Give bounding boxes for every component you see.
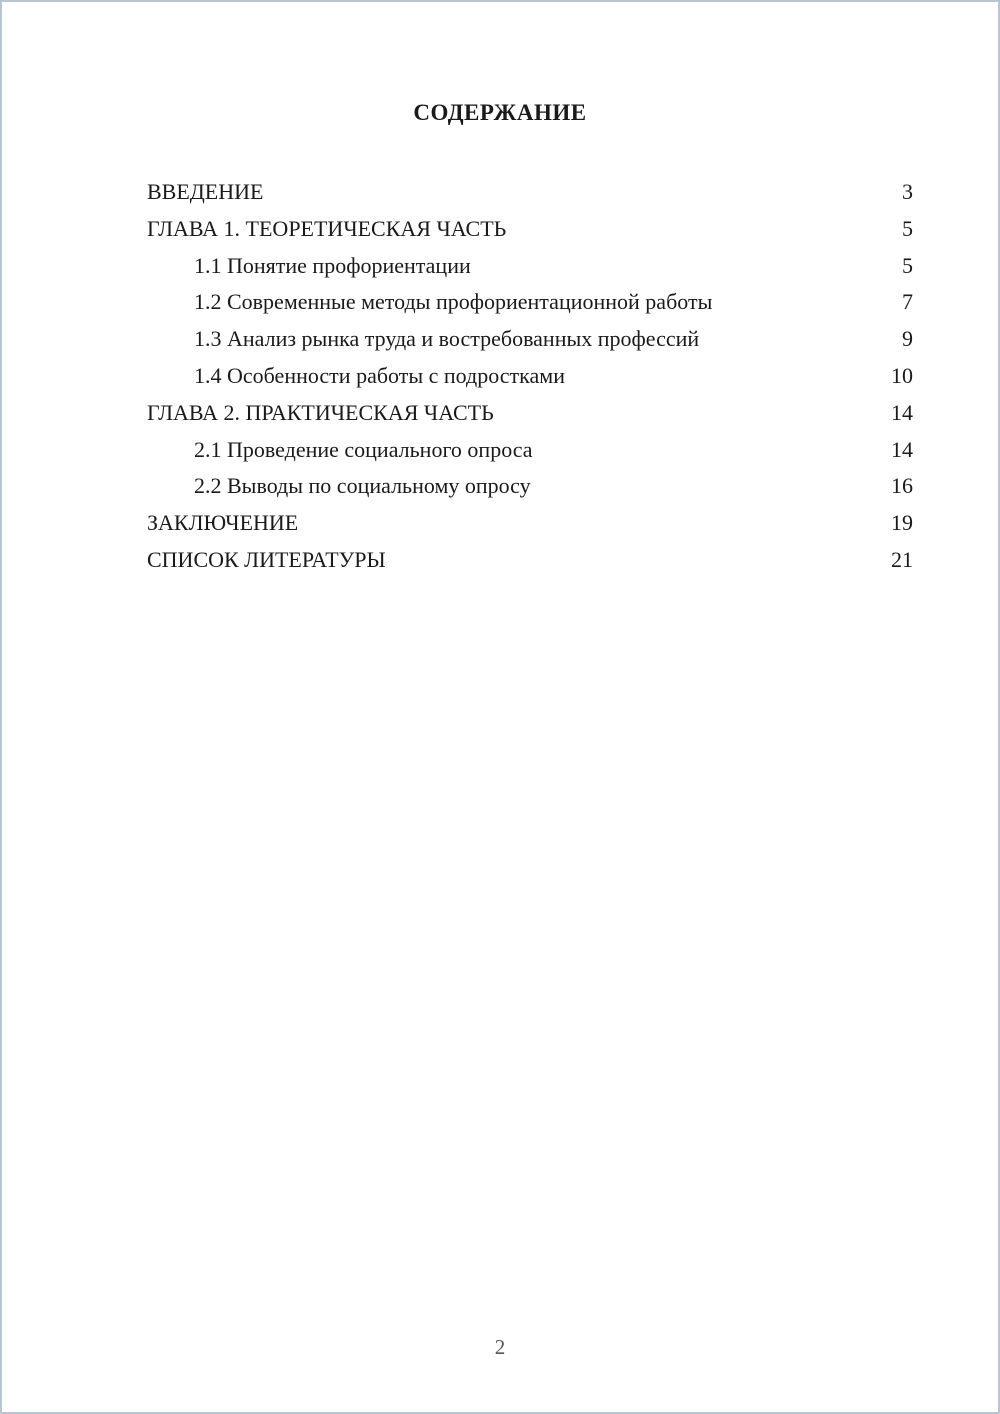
toc-entry-label: 1.2 Современные методы профориентационной работы: [194, 289, 713, 315]
toc-entry-label: ГЛАВА 1. ТЕОРЕТИЧЕСКАЯ ЧАСТЬ: [147, 215, 507, 241]
toc-entry-page: 3: [902, 179, 913, 204]
toc-entry-label: ГЛАВА 2. ПРАКТИЧЕСКАЯ ЧАСТЬ: [147, 399, 494, 425]
toc-entry-page: 14: [891, 436, 913, 462]
toc-entry-page: 14: [891, 399, 913, 425]
page-title: СОДЕРЖАНИЕ: [413, 100, 587, 125]
toc-entry-page: 10: [891, 362, 913, 388]
toc-entry-page: 7: [902, 289, 913, 315]
toc-entry: [147, 505, 913, 542]
toc-entry: [147, 248, 913, 285]
toc-entry: [147, 358, 913, 395]
toc-entry: [147, 174, 913, 211]
toc-entry: [147, 321, 913, 358]
toc-entry-label: ЗАКЛЮЧЕНИЕ: [147, 510, 299, 536]
toc-entry-label: 2.2 Выводы по социальному опросу: [194, 473, 531, 499]
toc-entry: [147, 284, 913, 321]
toc-entry: [147, 395, 913, 432]
toc-entry: [147, 432, 913, 469]
toc-entry-page: 21: [891, 546, 913, 572]
toc-entry-page: 16: [891, 473, 913, 499]
table-of-contents: [147, 174, 913, 579]
footer-page-number: 2: [494, 1335, 506, 1359]
toc-entry-label: 1.1 Понятие профориентации: [194, 252, 471, 278]
toc-entry-page: 5: [902, 215, 913, 241]
toc-entry: [147, 542, 913, 579]
toc-entry: [147, 468, 913, 505]
toc-entry-label: ВВЕДЕНИЕ: [147, 179, 264, 204]
toc-entry-page: 9: [902, 326, 913, 352]
toc-entry-page: 5: [902, 252, 913, 278]
toc-entry-page: 19: [891, 510, 913, 536]
toc-entry: [147, 211, 913, 248]
toc-entry-label: 2.1 Проведение социального опроса: [194, 436, 533, 462]
toc-entry-label: 1.3 Анализ рынка труда и востребованных профессий: [194, 326, 700, 352]
toc-entry-label: СПИСОК ЛИТЕРАТУРЫ: [147, 546, 386, 572]
toc-entry-label: 1.4 Особенности работы с подростками: [194, 362, 565, 388]
